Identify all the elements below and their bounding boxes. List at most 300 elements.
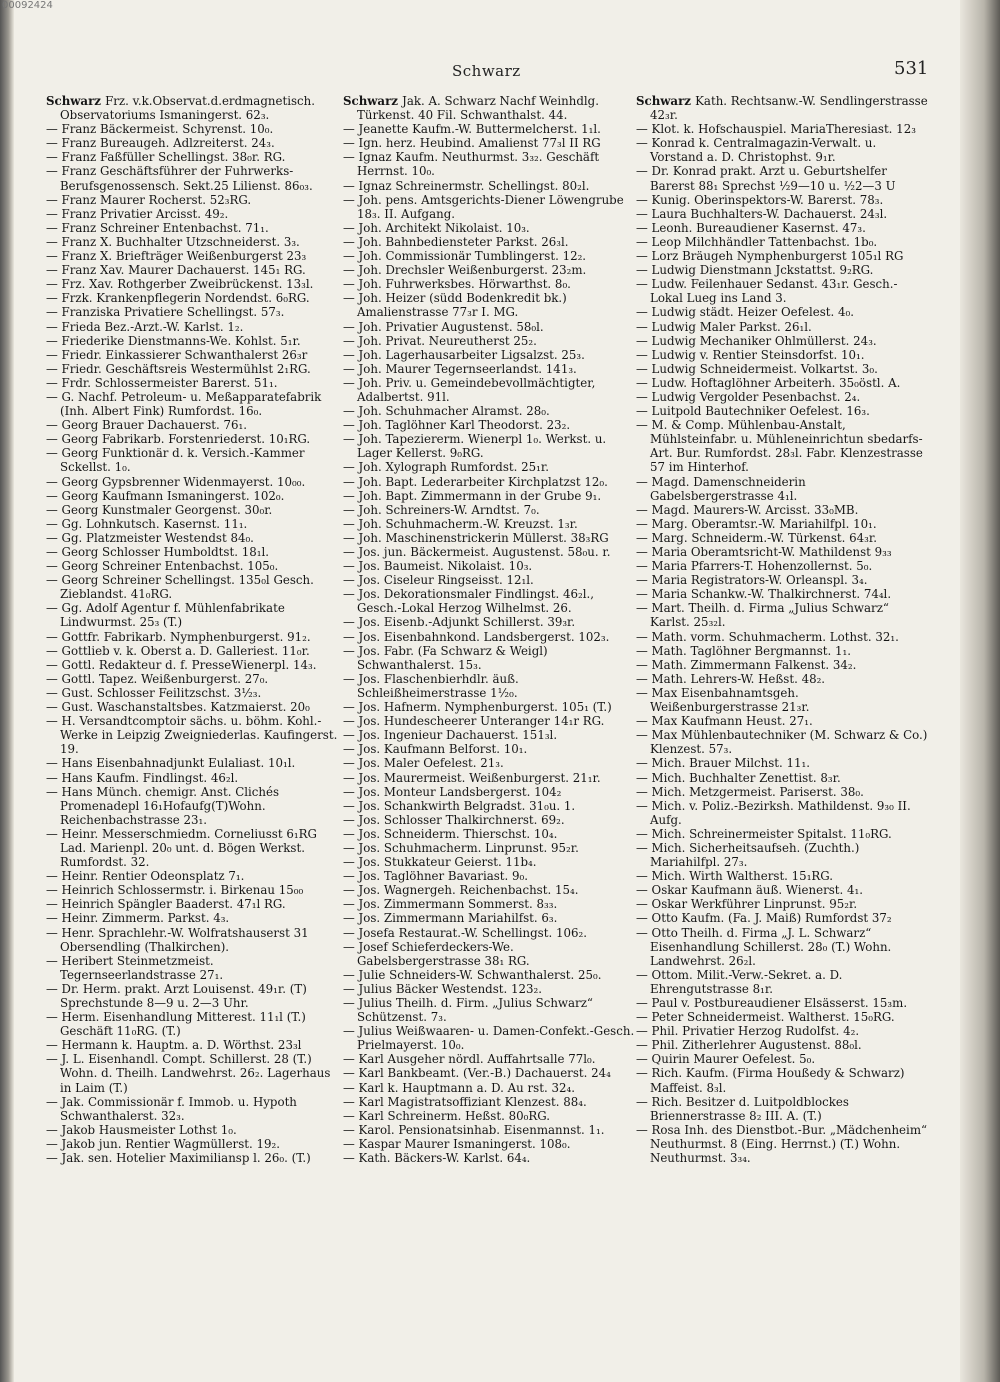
entry-text: — Georg Funktionär d. k. Versich.-Kammer Sckellst. 1₀. — [46, 446, 305, 475]
entry-text: — Mich. Buchhalter Zenettist. 8₃r. — [636, 770, 841, 785]
entry-text: — Franz Faßfüller Schellingst. 38₀r. RG. — [46, 150, 286, 165]
directory-entry — [636, 559, 928, 573]
entry-text: — Hans Eisenbahnadjunkt Eulaliast. 10₁l. — [46, 756, 296, 771]
entry-text: — Jos. Zimmermann Mariahilfst. 6₃. — [343, 911, 558, 926]
entry-text: — Joh. Schuhmacher Alramst. 28₀. — [343, 404, 550, 419]
entry-text: — Franz Bäckermeist. Schyrenst. 10₀. — [46, 122, 274, 137]
entry-text: — Jos. Monteur Landsbergerst. 104₂ — [343, 784, 562, 799]
entry-text: — Joh. Fuhrwerksbes. Hörwarthst. 8₀. — [343, 277, 571, 292]
directory-entry — [343, 883, 635, 897]
directory-entry — [636, 658, 928, 672]
directory-entry — [46, 630, 338, 644]
directory-entry — [636, 235, 928, 249]
entry-text: — Julius Weißwaaren- u. Damen-Confekt.-Gesch. Prielmayerst. 10₀. — [343, 1024, 635, 1053]
entry-text: — Georg Kaufmann Ismaningerst. 102₀. — [46, 488, 285, 503]
directory-entry — [343, 277, 635, 291]
directory-entry — [46, 235, 338, 249]
directory-entry — [46, 305, 338, 319]
entry-text: — Ign. herz. Heubind. Amalienst 77₃l II RG — [343, 136, 601, 151]
directory-entry — [343, 573, 635, 587]
directory-entry — [46, 785, 338, 827]
entry-text: — G. Nachf. Petroleum- u. Meßapparatefabrik (Inh. Albert Fink) Rumfordst. 16₀. — [46, 389, 322, 419]
directory-entry — [46, 1137, 338, 1151]
directory-entry — [636, 686, 928, 714]
directory-entry — [46, 193, 338, 207]
entry-text: — Mich. Sicherheitsaufseh. (Zuchth.) Mariahilfpl. 27₃. — [636, 840, 860, 870]
entry-text: — Karl Magistratsoffiziant Klenzest. 88₄. — [343, 1094, 587, 1109]
entry-text: — Joh. pens. Amtsgerichts-Diener Löwengrube 18₃. II. Aufgang. — [343, 192, 624, 221]
entry-text: — Oskar Werkführer Linprunst. 95₂r. — [636, 897, 858, 912]
entry-text: — Konrad k. Centralmagazin-Verwalt. u. Vorstand a. D. Christophst. 9₁r. — [636, 136, 877, 165]
directory-entry — [46, 503, 338, 517]
directory-entry — [343, 742, 635, 756]
entry-text: — Marg. Schneiderm.-W. Türkenst. 64₃r. — [636, 530, 877, 545]
directory-entry — [636, 418, 928, 474]
directory-entry — [343, 827, 635, 841]
directory-entry — [343, 1066, 635, 1080]
directory-entry — [46, 559, 338, 573]
entry-text: — Franz Bureaugeh. Adlzreiterst. 24₃. — [46, 136, 275, 151]
directory-entry — [46, 164, 338, 192]
directory-entry — [46, 869, 338, 883]
directory-entry — [46, 1038, 338, 1052]
directory-entry — [636, 305, 928, 319]
entry-text: — Otto Theilh. d. Firma „J. L. Schwarz“ Eisenhandlung Schillerst. 28₀ (T.) Wohn. Landwehrst. 26₂l. — [636, 925, 892, 968]
directory-entry — [636, 475, 928, 503]
directory-entry — [46, 1151, 338, 1165]
entry-text: — Mich. Metzgermeist. Pariserst. 38₀. — [636, 784, 864, 799]
directory-entry — [46, 954, 338, 982]
entry-text: — Jos. Maurermeist. Weißenburgerst. 21₁r. — [343, 770, 601, 785]
running-head: Schwarz — [452, 62, 521, 80]
directory-entry — [343, 545, 635, 559]
directory-entry — [46, 517, 338, 531]
directory-entry — [46, 277, 338, 291]
directory-entry — [46, 771, 338, 785]
directory-entry — [343, 1123, 635, 1137]
directory-entry — [343, 1095, 635, 1109]
directory-entry — [46, 221, 338, 235]
directory-entry — [636, 996, 928, 1010]
entry-text: — Jos. Flaschenbierhdlr. äuß. Schleißheimerstrasse 1½₀. — [343, 671, 519, 700]
entry-text: — Phil. Privatier Herzog Rudolfst. 4₂. — [636, 1024, 860, 1039]
entry-text: — Georg Schlosser Humboldtst. 18₁l. — [46, 545, 269, 559]
entry-text: — Ignaz Kaufm. Neuthurmst. 3₃₂. Geschäft Herrnst. 10₀. — [343, 150, 600, 179]
entry-text: — Mich. Wirth Waltherst. 15₁RG. — [636, 869, 834, 884]
directory-entry — [636, 531, 928, 545]
directory-entry — [46, 249, 338, 263]
entry-text: — Gottl. Redakteur d. f. PresseWienerpl. 14₃. — [46, 657, 317, 672]
directory-entry — [636, 1052, 928, 1066]
entry-text: — Jak. sen. Hotelier Maximiliansp l. 26₀. (T.) — [46, 1151, 311, 1166]
directory-entry — [343, 714, 635, 728]
entry-text: — J. L. Eisenhandl. Compt. Schillerst. 28 (T.) Wohn. d. Theilh. Landwehrst. 26₂. Lagerhaus in Laim (T.) — [46, 1052, 331, 1095]
entry-text: — Jos. Hundescheerer Unteranger 14₁r RG. — [343, 714, 605, 729]
directory-column-3 — [636, 94, 928, 1165]
entry-text: — Joh. Schreiners-W. Arndtst. 7₀. — [343, 502, 540, 517]
directory-entry — [636, 714, 928, 728]
directory-entry — [343, 235, 635, 249]
entry-text: — H. Versandtcomptoir sächs. u. böhm. Kohl.-Werke in Leipzig Zweigniederlas. Kaufingerst. 19. — [46, 714, 338, 757]
directory-entry — [46, 926, 338, 954]
directory-entry — [343, 489, 635, 503]
entry-text: — Kunig. Oberinspektors-W. Barerst. 78₃. — [636, 192, 884, 207]
directory-entry — [343, 362, 635, 376]
directory-entry — [343, 320, 635, 334]
directory-entry — [636, 320, 928, 334]
directory-entry — [46, 475, 338, 489]
directory-entry — [636, 221, 928, 235]
directory-entry — [343, 432, 635, 460]
directory-entry — [636, 362, 928, 376]
entry-text: — Ludwig Dienstmann Jckstattst. 9₂RG. — [636, 263, 874, 278]
entry-text: — Jos. Zimmermann Sommerst. 8₃₃. — [343, 897, 558, 912]
directory-entry — [46, 94, 338, 122]
entry-text: — Joh. Drechsler Weißenburgerst. 23₂m. — [343, 263, 587, 278]
directory-entry — [636, 207, 928, 221]
directory-entry — [46, 390, 338, 418]
directory-entry — [636, 630, 928, 644]
directory-entry — [46, 911, 338, 925]
directory-entry — [46, 446, 338, 474]
directory-entry — [46, 348, 338, 362]
entry-text: — Mich. v. Poliz.-Bezirksh. Mathildenst. 9₃₀ II. Aufg. — [636, 798, 911, 827]
entry-text: Jak. A. Schwarz Nachf Weinhdlg. Türkenst. 40 Fil. Schwanthalst. 44. — [357, 94, 599, 123]
entry-text: — Joh. Schuhmacherm.-W. Kreuzst. 1₃r. — [343, 516, 578, 531]
entry-text: — Frzk. Krankenpflegerin Nordendst. 6₀RG. — [46, 291, 310, 306]
entry-text: — Joh. Maschinenstrickerin Müllerst. 38₃RG — [343, 530, 609, 545]
directory-entry — [343, 150, 635, 178]
entry-text: — Ignaz Schreinermstr. Schellingst. 80₂l. — [343, 178, 590, 193]
entry-text: — Heinr. Rentier Odeonsplatz 7₁. — [46, 869, 245, 884]
entry-text: — Georg Schreiner Entenbachst. 105₀. — [46, 559, 279, 574]
entry-text: — Kaspar Maurer Ismaningerst. 108₀. — [343, 1136, 571, 1151]
entry-text: — Hans Münch. chemigr. Anst. Clichés Promenadepl 16₁Hofaufg(T)Wohn. Reichenbachstrasse 23₁. — [46, 784, 280, 827]
entry-text: — Franz Xav. Maurer Dachauerst. 145₁ RG. — [46, 263, 306, 278]
directory-entry — [636, 193, 928, 207]
entry-text: — M. & Comp. Mühlenbau-Anstalt, Mühlsteinfabr. u. Mühleneinrichtun sbedarfs-Art. Bur. Rumfordst. 28₃l. Fabr. Klenzestrasse 57 im Hinterhof. — [636, 418, 923, 475]
directory-entry — [636, 136, 928, 164]
entry-text: — Julius Theilh. d. Firm. „Julius Schwarz“ Schützenst. 7₃. — [343, 996, 593, 1025]
entry-text: — Karl Ausgeher nördl. Auffahrtsalle 77l₀. — [343, 1052, 596, 1067]
entry-text: — Karl Bankbeamt. (Ver.-B.) Dachauerst. 24₄ — [343, 1066, 611, 1081]
entry-text: — Ludw. Feilenhauer Sedanst. 43₁r. Gesch.-Lokal Lueg ins Land 3. — [636, 277, 898, 306]
entry-text: — Joh. Privatier Augustenst. 58₀l. — [343, 319, 544, 334]
directory-entry — [343, 756, 635, 770]
directory-entry — [343, 630, 635, 644]
entry-text: — Franz X. Buchhalter Utzschneiderst. 3₃. — [46, 234, 300, 249]
entry-text: — Joh. Bapt. Lederarbeiter Kirchplatzst 12₀. — [343, 474, 608, 489]
directory-entry — [46, 489, 338, 503]
entry-text: — Lorz Bräugeh Nymphenburgerst 105₁l RG — [636, 249, 904, 264]
entry-text: — Frdr. Schlossermeister Barerst. 51₁. — [46, 375, 278, 390]
directory-entry — [343, 799, 635, 813]
entry-text: — Frieda Bez.-Arzt.-W. Karlst. 1₂. — [46, 319, 244, 334]
directory-entry — [636, 404, 928, 418]
entry-text: — Georg Brauer Dachauerst. 76₁. — [46, 418, 248, 433]
entry-text: — Max Mühlenbautechniker (M. Schwarz & Co.) Klenzest. 57₃. — [636, 728, 928, 757]
directory-entry — [46, 545, 338, 559]
entry-text: — Magd. Maurers-W. Arcisst. 33₀MB. — [636, 502, 859, 517]
directory-entry — [46, 672, 338, 686]
entry-text: — Ludwig städt. Heizer Oefelest. 4₀. — [636, 305, 854, 320]
directory-entry — [343, 587, 635, 615]
entry-text: — Jos. Schankwirth Belgradst. 31₀u. 1. — [343, 798, 576, 813]
directory-entry — [636, 1066, 928, 1094]
directory-entry — [636, 644, 928, 658]
directory-entry — [343, 996, 635, 1024]
directory-entry — [636, 277, 928, 305]
entry-text: — Georg Fabrikarb. Forstenriederst. 10₁RG. — [46, 432, 311, 447]
entry-text: — Ludwig Mechaniker Ohlmüllerst. 24₃. — [636, 333, 877, 348]
entry-text: — Marg. Oberamtsr.-W. Mariahilfpl. 10₁. — [636, 516, 877, 531]
entry-text: — Gust. Schlosser Feilitzschst. 3½₃. — [46, 685, 262, 700]
directory-entry — [343, 122, 635, 136]
entry-text: — Joh. Architekt Nikolaist. 10₃. — [343, 220, 530, 235]
directory-entry — [46, 263, 338, 277]
entry-text: — Henr. Sprachlehr.-W. Wolfratshauserst 31 Obersendling (Thalkirchen). — [46, 925, 309, 954]
directory-entry — [636, 911, 928, 925]
entry-text: — Jak. Commissionär f. Immob. u. Hypoth Schwanthalerst. 32₃. — [46, 1094, 297, 1123]
directory-entry — [636, 263, 928, 277]
directory-entry — [46, 122, 338, 136]
entry-text: — Math. Lehrers-W. Heßst. 48₂. — [636, 671, 826, 686]
directory-entry — [46, 714, 338, 756]
directory-entry — [636, 1095, 928, 1123]
entry-text: — Hermann k. Hauptm. a. D. Wörthst. 23₃l — [46, 1038, 302, 1053]
entry-text: — Mich. Brauer Milchst. 11₁. — [636, 756, 811, 771]
directory-entry — [343, 728, 635, 742]
entry-text: — Jos. jun. Bäckermeist. Augustenst. 58₀u. r. — [343, 545, 611, 559]
entry-text: — Ottom. Milit.-Verw.-Sekret. a. D. Ehrengutstrasse 8₁r. — [636, 967, 843, 996]
directory-entry — [46, 601, 338, 629]
entry-text: — Phil. Zitherlehrer Augustenst. 88₀l. — [636, 1038, 862, 1053]
entry-text: — Leop Milchhändler Tattenbachst. 1b₀. — [636, 234, 878, 249]
directory-entry — [343, 193, 635, 221]
entry-text: — Ludwig Vergolder Pesenbachst. 2₄. — [636, 389, 861, 404]
directory-entry — [343, 1151, 635, 1165]
entry-text: — Gg. Lohnkutsch. Kasernst. 11₁. — [46, 516, 248, 531]
entry-text: — Math. Taglöhner Bergmannst. 1₁. — [636, 643, 852, 658]
directory-entry — [343, 460, 635, 474]
entry-text: — Joh. Taglöhner Karl Theodorst. 23₂. — [343, 418, 571, 433]
entry-text: — Joh. Bapt. Zimmermann in der Grube 9₁. — [343, 488, 602, 503]
entry-text: — Jos. Maler Oefelest. 21₃. — [343, 756, 504, 771]
directory-entry — [46, 432, 338, 446]
directory-entry — [343, 263, 635, 277]
directory-entry — [636, 334, 928, 348]
entry-text: — Rich. Besitzer d. Luitpoldblockes Briennerstrasse 8₂ III. A. (T.) — [636, 1094, 849, 1123]
entry-text: — Heinr. Messerschmiedm. Corneliusst 6₁RG Lad. Marienpl. 20₀ unt. d. Bögen Werkst. Rumfordst. 32. — [46, 826, 317, 870]
entry-text: — Frz. Xav. Rothgerber Zweibrückenst. 13₃l. — [46, 277, 314, 292]
entry-text: — Franz Maurer Rocherst. 52₃RG. — [46, 192, 252, 207]
directory-entry — [46, 418, 338, 432]
directory-entry — [46, 658, 338, 672]
entry-text: — Gust. Waschanstaltsbes. Katzmaierst. 20₀ — [46, 700, 310, 715]
entry-text: — Max Eisenbahnamtsgeh. Weißenburgerstrasse 21₃r. — [636, 685, 810, 715]
directory-entry — [46, 136, 338, 150]
directory-entry — [636, 799, 928, 827]
entry-text: — Jos. Wagnergeh. Reichenbachst. 15₄. — [343, 883, 579, 898]
entry-text: — Joh. Commissionär Tumblingerst. 12₂. — [343, 249, 587, 264]
directory-entry — [343, 517, 635, 531]
directory-entry — [636, 926, 928, 968]
directory-entry — [343, 644, 635, 672]
directory-entry — [46, 1095, 338, 1123]
entry-text: — Maria Schankw.-W. Thalkirchnerst. 74₄l. — [636, 587, 892, 602]
entry-text: — Jos. Hafnerm. Nymphenburgerst. 105₁ (T.) — [343, 700, 612, 715]
entry-text: — Jos. Schlosser Thalkirchnerst. 69₂. — [343, 812, 565, 827]
directory-entry — [636, 728, 928, 756]
entry-text: — Max Kaufmann Heust. 27₁. — [636, 714, 813, 729]
entry-text: — Joh. Privat. Neureutherst 25₂. — [343, 333, 537, 348]
directory-entry — [636, 1024, 928, 1038]
directory-entry — [343, 376, 635, 404]
entry-text: — Jos. Fabr. (Fa Schwarz & Weigl) Schwanthalerst. 15₃. — [343, 643, 548, 672]
entry-text: — Jos. Schneiderm. Thierschst. 10₄. — [343, 826, 558, 841]
entry-text: — Heinr. Zimmerm. Parkst. 4₃. — [46, 911, 230, 926]
entry-text: — Jos. Baumeist. Nikolaist. 10₃. — [343, 559, 533, 574]
directory-entry — [636, 545, 928, 559]
directory-entry — [343, 869, 635, 883]
directory-entry — [343, 1024, 635, 1052]
directory-entry — [343, 968, 635, 982]
entry-text: — Franz Privatier Arcisst. 49₂. — [46, 206, 229, 221]
directory-entry — [343, 672, 635, 700]
directory-entry — [636, 771, 928, 785]
directory-entry — [636, 503, 928, 517]
directory-entry — [343, 911, 635, 925]
directory-entry — [636, 827, 928, 841]
directory-entry — [636, 587, 928, 601]
entry-text: — Jos. Taglöhner Bavariast. 9₀. — [343, 869, 529, 884]
directory-entry — [636, 1123, 928, 1165]
directory-entry — [343, 404, 635, 418]
entry-text: — Julie Schneiders-W. Schwanthalerst. 25₀. — [343, 967, 602, 982]
directory-entry — [343, 771, 635, 785]
entry-surname-heading: Schwarz — [46, 94, 106, 108]
entry-text: — Heinrich Schlossermstr. i. Birkenau 15₀₀ — [46, 883, 304, 898]
entry-text: Frz. v.k.Observat.d.erdmagnetisch. Observatoriums Ismaningerst. 62₃. — [60, 94, 315, 123]
entry-text: — Rosa Inh. des Dienstbot.-Bur. „Mädchenheim“ Neuthurmst. 8 (Eing. Herrnst.) (T.) Wohn. Neuthurmst. 3₃₄. — [636, 1122, 928, 1166]
directory-entry — [343, 503, 635, 517]
directory-entry — [636, 376, 928, 390]
directory-entry — [636, 897, 928, 911]
entry-text: — Gg. Adolf Agentur f. Mühlenfabrikate Lindwurmst. 25₃ (T.) — [46, 601, 285, 630]
entry-text: — Friederike Dienstmanns-We. Kohlst. 5₁r. — [46, 333, 301, 348]
entry-text: — Friedr. Einkassierer Schwanthalerst 26₃r — [46, 347, 308, 362]
entry-text: — Karol. Pensionatsinhab. Eisenmannst. 1₁. — [343, 1122, 605, 1137]
directory-entry — [46, 644, 338, 658]
directory-entry — [343, 1052, 635, 1066]
directory-entry — [343, 179, 635, 193]
directory-entry — [343, 813, 635, 827]
directory-entry — [343, 418, 635, 432]
entry-text: — Joh. Tapeziererm. Wienerpl 1₀. Werkst. u. Lager Kellerst. 9₀RG. — [343, 432, 607, 461]
entry-text: — Otto Kaufm. (Fa. J. Maiß) Rumfordst 37₂ — [636, 911, 892, 926]
directory-entry — [636, 348, 928, 362]
entry-text: — Ludw. Hoftaglöhner Arbeiterh. 35₀östl. A. — [636, 375, 901, 390]
entry-text: — Franz X. Briefträger Weißenburgerst 23₃ — [46, 249, 307, 264]
entry-text: — Laura Buchhalters-W. Dachauerst. 24₃l. — [636, 206, 888, 221]
directory-entry — [343, 1137, 635, 1151]
directory-entry — [636, 164, 928, 192]
entry-text: — Dr. Konrad prakt. Arzt u. Geburtshelfer Barerst 88₁ Sprechst ½9—10 u. ½2—3 U — [636, 164, 896, 193]
entry-text: — Jos. Ciseleur Ringseisst. 12₁l. — [343, 573, 534, 588]
directory-entry — [46, 686, 338, 700]
entry-text: — Gg. Platzmeister Westendst 84₀. — [46, 530, 254, 545]
directory-entry — [636, 390, 928, 404]
directory-entry — [636, 1010, 928, 1024]
directory-entry — [636, 883, 928, 897]
directory-entry — [636, 1038, 928, 1052]
entry-text: — Joh. Heizer (südd Bodenkredit bk.) Amalienstrasse 77₃r I. MG. — [343, 291, 567, 320]
entry-text: — Georg Gypsbrenner Widenmayerst. 10₀₀. — [46, 474, 306, 489]
entry-text: — Heinrich Spängler Baaderst. 47₁l RG. — [46, 897, 286, 912]
directory-entry — [46, 531, 338, 545]
directory-entry — [343, 291, 635, 319]
directory-entry — [343, 475, 635, 489]
directory-entry — [343, 249, 635, 263]
directory-entry — [343, 982, 635, 996]
directory-entry — [343, 1081, 635, 1095]
page-number: 531 — [894, 58, 929, 79]
entry-text: — Jos. Eisenb.-Adjunkt Schillerst. 39₃r. — [343, 615, 576, 630]
directory-entry — [46, 291, 338, 305]
entry-text: — Jos. Dekorationsmaler Findlingst. 46₂l., Gesch.-Lokal Herzog Wilhelmst. 26. — [343, 587, 595, 616]
entry-surname-heading: Schwarz — [636, 94, 696, 108]
directory-entry — [343, 700, 635, 714]
entry-text: — Rich. Kaufm. (Firma Houßedy & Schwarz) Maffeist. 8₃l. — [636, 1066, 905, 1095]
directory-entry — [46, 320, 338, 334]
directory-entry — [343, 221, 635, 235]
directory-column-2 — [343, 94, 635, 1165]
entry-text: — Josefa Restaurat.-W. Schellingst. 106₂. — [343, 925, 587, 940]
directory-entry — [636, 841, 928, 869]
entry-text: — Joh. Priv. u. Gemeindebevollmächtigter, Adalbertst. 91l. — [343, 375, 596, 404]
entry-text: — Karl Schreinerm. Heßst. 80₀RG. — [343, 1108, 550, 1123]
directory-entry — [46, 1123, 338, 1137]
book-binding-left — [0, 0, 14, 1382]
directory-entry — [343, 136, 635, 150]
entry-text: — Magd. Damenschneiderin Gabelsbergerstrasse 4₁l. — [636, 474, 806, 503]
entry-text: — Oskar Kaufmann äuß. Wienerst. 4₁. — [636, 883, 863, 898]
directory-entry — [343, 940, 635, 968]
directory-entry — [46, 982, 338, 1010]
entry-text: — Dr. Herm. prakt. Arzt Louisenst. 49₁r. (T) Sprechstunde 8—9 u. 2—3 Uhr. — [46, 981, 307, 1010]
entry-text: — Ludwig v. Rentier Steinsdorfst. 10₁. — [636, 347, 865, 362]
entry-text: — Josef Schieferdeckers-We. Gabelsbergerstrasse 38₁ RG. — [343, 939, 530, 968]
entry-text: — Gottfr. Fabrikarb. Nymphenburgerst. 91₂. — [46, 629, 311, 644]
entry-text: — Joh. Bahnbediensteter Parkst. 26₃l. — [343, 234, 569, 249]
directory-entry — [343, 855, 635, 869]
entry-text: — Franziska Privatiere Schellingst. 57₃. — [46, 305, 285, 320]
entry-text: — Kath. Bäckers-W. Karlst. 64₄. — [343, 1151, 531, 1166]
directory-column-1 — [46, 94, 338, 1165]
directory-entry — [46, 827, 338, 869]
entry-text: — Klot. k. Hofschauspiel. MariaTheresiast. 12₃ — [636, 122, 916, 137]
entry-text: — Gottlieb v. k. Oberst a. D. Galleriest. 11₀r. — [46, 643, 310, 658]
entry-text: — Peter Schneidermeist. Waltherst. 15₀RG. — [636, 1010, 895, 1025]
directory-entry — [46, 1052, 338, 1094]
entry-text: — Jakob jun. Rentier Wagmüllerst. 19₂. — [46, 1136, 280, 1151]
entry-text: — Karl k. Hauptmann a. D. Au rst. 32₄. — [343, 1080, 575, 1095]
directory-entry — [636, 517, 928, 531]
entry-text: — Ludwig Schneidermeist. Volkartst. 3₀. — [636, 361, 878, 376]
directory-entry — [46, 150, 338, 164]
entry-text: — Quirin Maurer Oefelest. 5₀. — [636, 1052, 816, 1067]
entry-text: — Jeanette Kaufm.-W. Buttermelcherst. 1₁l. — [343, 122, 601, 137]
